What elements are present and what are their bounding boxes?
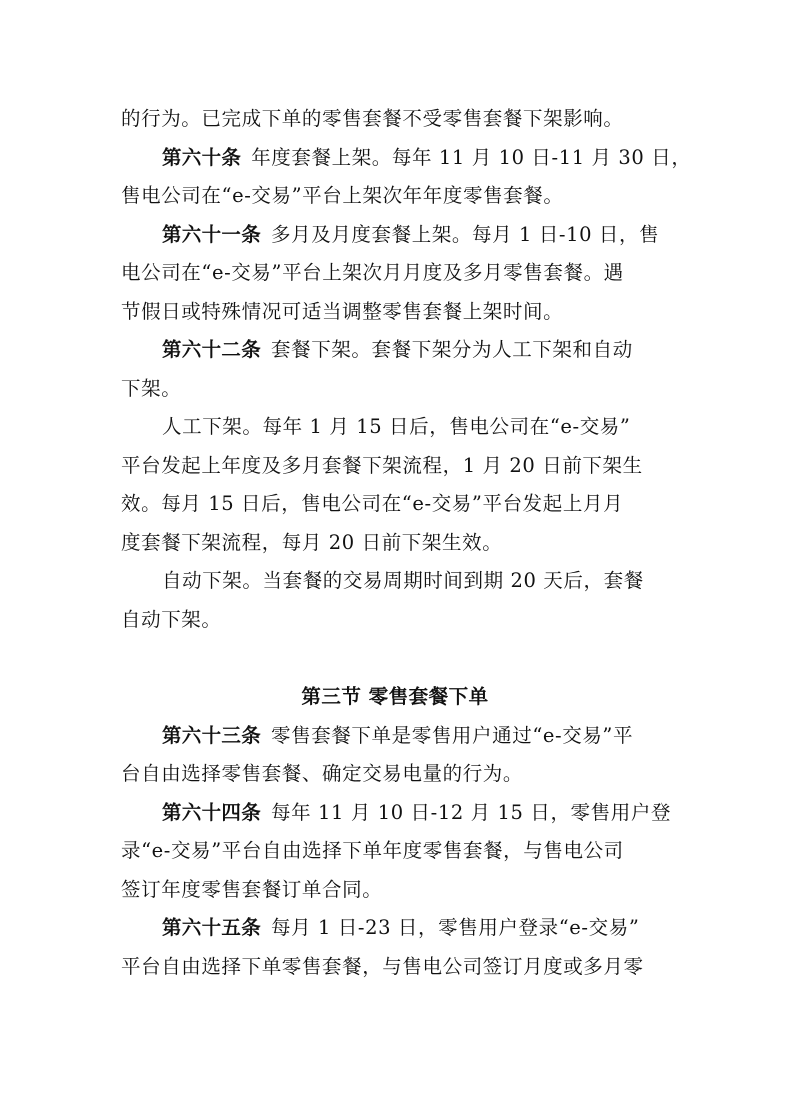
article-61 xyxy=(121,216,669,255)
article-60 xyxy=(121,139,692,178)
article-label: 第六十四条 xyxy=(162,800,262,824)
paragraph-line: 自动下架。当套餐的交易周期时间到期 20 天后，套餐 xyxy=(162,569,644,592)
article-label: 第六十三条 xyxy=(162,723,262,747)
paragraph-line: 自动下架。 xyxy=(121,607,222,631)
paragraph-line: 效。每月 15 日后，售电公司在“e-交易”平台发起上月月 xyxy=(121,492,624,515)
paragraph-line: 的行为。已完成下单的零售套餐不受零售套餐下架影响。 xyxy=(121,107,624,130)
article-text: 套餐下架。套餐下架分为人工下架和自动 xyxy=(271,338,633,361)
paragraph-line: 度套餐下架流程，每月 20 日前下架生效。 xyxy=(121,530,503,554)
paragraph-line: 人工下架。每年 1 月 15 日后，售电公司在“e-交易” xyxy=(162,415,631,438)
article-label: 第六十二条 xyxy=(162,338,262,361)
article-label: 第六十一条 xyxy=(162,222,262,246)
article-text: 零售套餐下单是零售用户通过“e-交易”平 xyxy=(271,723,634,747)
paragraph-line: 下架。 xyxy=(121,376,182,400)
article-text: 多月及月度套餐上架。每月 1 日-10 日，售 xyxy=(271,222,660,246)
article-64 xyxy=(121,794,672,833)
section-heading: 第三节 零售套餐下单 xyxy=(301,685,489,708)
paragraph-line: 节假日或特殊情况可适当调整零售套餐上架时间。 xyxy=(121,299,564,323)
paragraph-line: 平台发起上年度及多月套餐下架流程，1 月 20 日前下架生 xyxy=(121,453,643,477)
paragraph-line: 售电公司在“e-交易”平台上架次年年度零售套餐。 xyxy=(121,184,564,207)
paragraph-line: 录“e-交易”平台自由选择下单年度零售套餐，与售电公司 xyxy=(121,839,624,862)
paragraph-line: 平台自由选择下单零售套餐，与售电公司签订月度或多月零 xyxy=(121,954,644,978)
article-text: 每年 11 月 10 日-12 月 15 日，零售用户登 xyxy=(271,800,672,824)
article-63 xyxy=(121,717,669,756)
paragraph-line: 台自由选择零售套餐、确定交易电量的行为。 xyxy=(121,762,524,785)
article-label: 第六十五条 xyxy=(162,916,262,939)
document-page xyxy=(121,100,692,986)
article-62 xyxy=(121,331,669,370)
paragraph-line: 签订年度零售套餐订单合同。 xyxy=(121,877,383,901)
article-text: 每月 1 日-23 日，零售用户登录“e-交易” xyxy=(271,916,640,939)
article-label: 第六十条 xyxy=(162,145,242,169)
article-text: 年度套餐上架。每年 11 月 10 日-11 月 30 日， xyxy=(251,145,692,169)
article-65 xyxy=(121,909,669,948)
paragraph-line: 电公司在“e-交易”平台上架次月月度及多月零售套餐。遇 xyxy=(121,261,624,284)
